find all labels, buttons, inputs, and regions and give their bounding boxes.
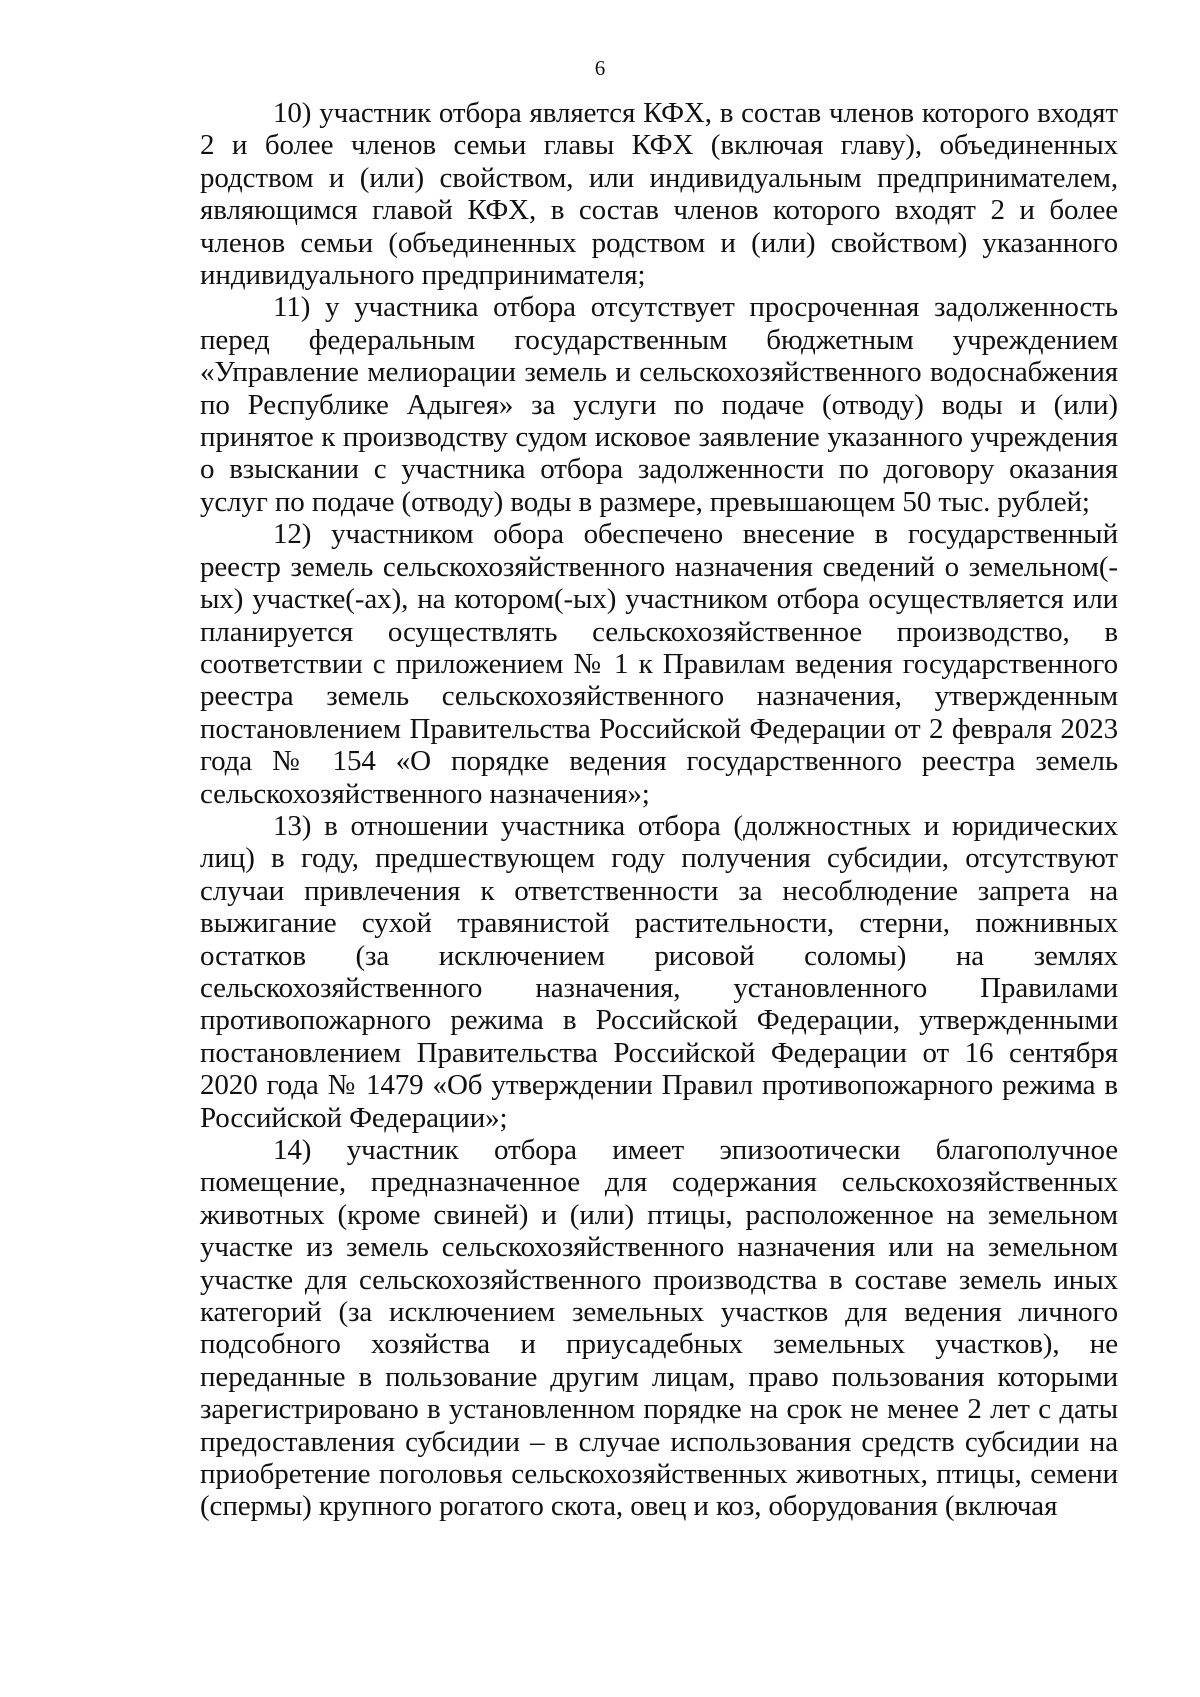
page-number: 6	[594, 56, 606, 80]
paragraph-item-12: 12) участником обора обеспечено внесение в государственный реестр земель сельскохозяйственного назначения сведений о земельном(-ых) участке(-ах), на котором(-ых) участником отбора осуществляется или планируется осуществлять сельскохозяйственное производство, в соответствии с приложением № 1 к Правилам ведения государственного реестра земель сельскохозяйственного назначения, утвержденным постановлением Правительства Российской Федерации от 2 февраля 2023 года № 154 «О порядке ведения государственного реестра земель сельскохозяйственного назначения»;	[200, 518, 1118, 810]
paragraph-item-14: 14) участник отбора имеет эпизоотически благополучное помещение, предназначенное для содержания сельскохозяйственных животных (кроме свиней) и (или) птицы, расположенное на земельном участке из земель сельскохозяйственного назначения или на земельном участке для сельскохозяйственного производства в составе земель иных категорий (за исключением земельных участков для ведения личного подсобного хозяйства и приусадебных земельных участков), не переданные в пользование другим лицам, право пользования которыми зарегистрировано в установленном порядке на срок не менее 2 лет с даты предоставления субсидии – в случае использования средств субсидии на приобретение поголовья сельскохозяйственных животных, птицы, семени (спермы) крупного рогатого скота, овец и коз, оборудования (включая	[200, 1134, 1118, 1523]
paragraph-item-10: 10) участник отбора является КФХ, в состав членов которого входят 2 и более членов семьи главы КФХ (включая главу), объединенных родством и (или) свойством, или индивидуальным предпринимателем, являющимся главой КФХ, в состав членов которого входят 2 и более членов семьи (объединенных родством и (или) свойством) указанного индивидуального предпринимателя;	[200, 97, 1118, 292]
paragraph-item-11: 11) у участника отбора отсутствует просроченная задолженность перед федеральным государственным бюджетным учреждением «Управление мелиорации земель и сельскохозяйственного водоснабжения по Республике Адыгея» за услуги по подаче (отводу) воды и (или) принятое к производству судом исковое заявление указанного учреждения о взыскании с участника отбора задолженности по договору оказания услуг по подаче (отводу) воды в размере, превышающем 50 тыс. рублей;	[200, 291, 1118, 518]
paragraph-item-13: 13) в отношении участника отбора (должностных и юридических лиц) в году, предшествующем году получения субсидии, отсутствуют случаи привлечения к ответственности за несоблюдение запрета на выжигание сухой травянистой растительности, стерни, пожнивных остатков (за исключением рисовой соломы) на землях сельскохозяйственного назначения, установленного Правилами противопожарного режима в Российской Федерации, утвержденными постановлением Правительства Российской Федерации от 16 сентября 2020 года № 1479 «Об утверждении Правил противопожарного режима в Российской Федерации»;	[200, 809, 1118, 1134]
document-body	[200, 97, 1118, 1523]
